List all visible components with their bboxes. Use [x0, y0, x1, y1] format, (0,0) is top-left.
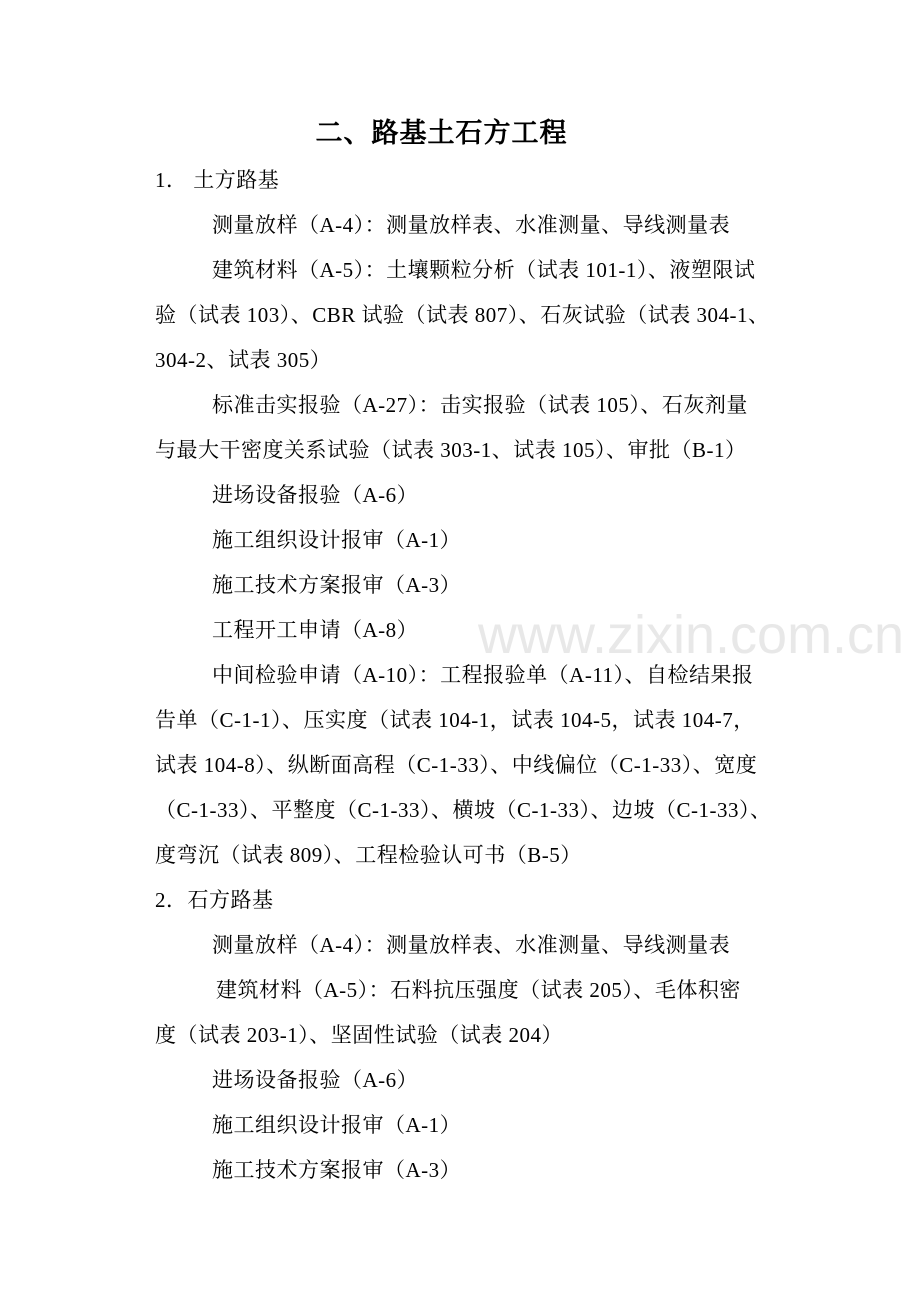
paragraph-line: （C-1-33）、平整度（C-1-33）、横坡（C-1-33）、边坡（C-1-33）、: [155, 798, 772, 822]
paragraph-line: 施工组织设计报审（A-1）: [212, 1113, 462, 1137]
paragraph-line: 度（试表 203-1）、坚固性试验（试表 204）: [155, 1023, 563, 1047]
paragraph-line: 标准击实报验（A-27）：击实报验（试表 105）、石灰剂量: [212, 393, 748, 417]
paragraph-line: 测量放样（A-4）：测量放样表、水准测量、导线测量表: [212, 213, 731, 237]
paragraph-line: 进场设备报验（A-6）: [212, 1068, 419, 1092]
paragraph-line: 与最大干密度关系试验（试表 303-1、试表 105）、审批（B-1）: [155, 438, 747, 462]
paragraph-line: 工程开工申请（A-8）: [212, 618, 419, 642]
paragraph-line: 告单（C-1-1）、压实度（试表 104-1，试表 104-5，试表 104-7，: [155, 708, 755, 732]
paragraph-line: 进场设备报验（A-6）: [212, 483, 419, 507]
paragraph-line: 建筑材料（A-5）：石料抗压强度（试表 205）、毛体积密: [216, 978, 741, 1002]
paragraph-line: 建筑材料（A-5）：土壤颗粒分析（试表 101-1）、液塑限试: [212, 258, 756, 282]
paragraph-line: 中间检验申请（A-10）：工程报验单（A-11）、自检结果报: [212, 663, 754, 687]
paragraph-line: 施工技术方案报审（A-3）: [212, 573, 462, 597]
section-heading-rock: 2．石方路基: [155, 888, 274, 912]
paragraph-line: 测量放样（A-4）：测量放样表、水准测量、导线测量表: [212, 933, 731, 957]
paragraph-line: 施工组织设计报审（A-1）: [212, 528, 462, 552]
paragraph-line: 试表 104-8）、纵断面高程（C-1-33）、中线偏位（C-1-33）、宽度: [155, 753, 758, 777]
watermark: www.zixin.com.cn: [478, 605, 905, 665]
paragraph-line: 验（试表 103）、CBR 试验（试表 807）、石灰试验（试表 304-1、: [155, 303, 770, 327]
paragraph-line: 度弯沉（试表 809）、工程检验认可书（B-5）: [155, 843, 582, 867]
section-heading-earth: 1． 土方路基: [155, 168, 280, 192]
paragraph-line: 施工技术方案报审（A-3）: [212, 1158, 462, 1182]
page-title: 二、路基土石方工程: [315, 118, 568, 149]
paragraph-line: 304-2、试表 305）: [155, 348, 332, 372]
